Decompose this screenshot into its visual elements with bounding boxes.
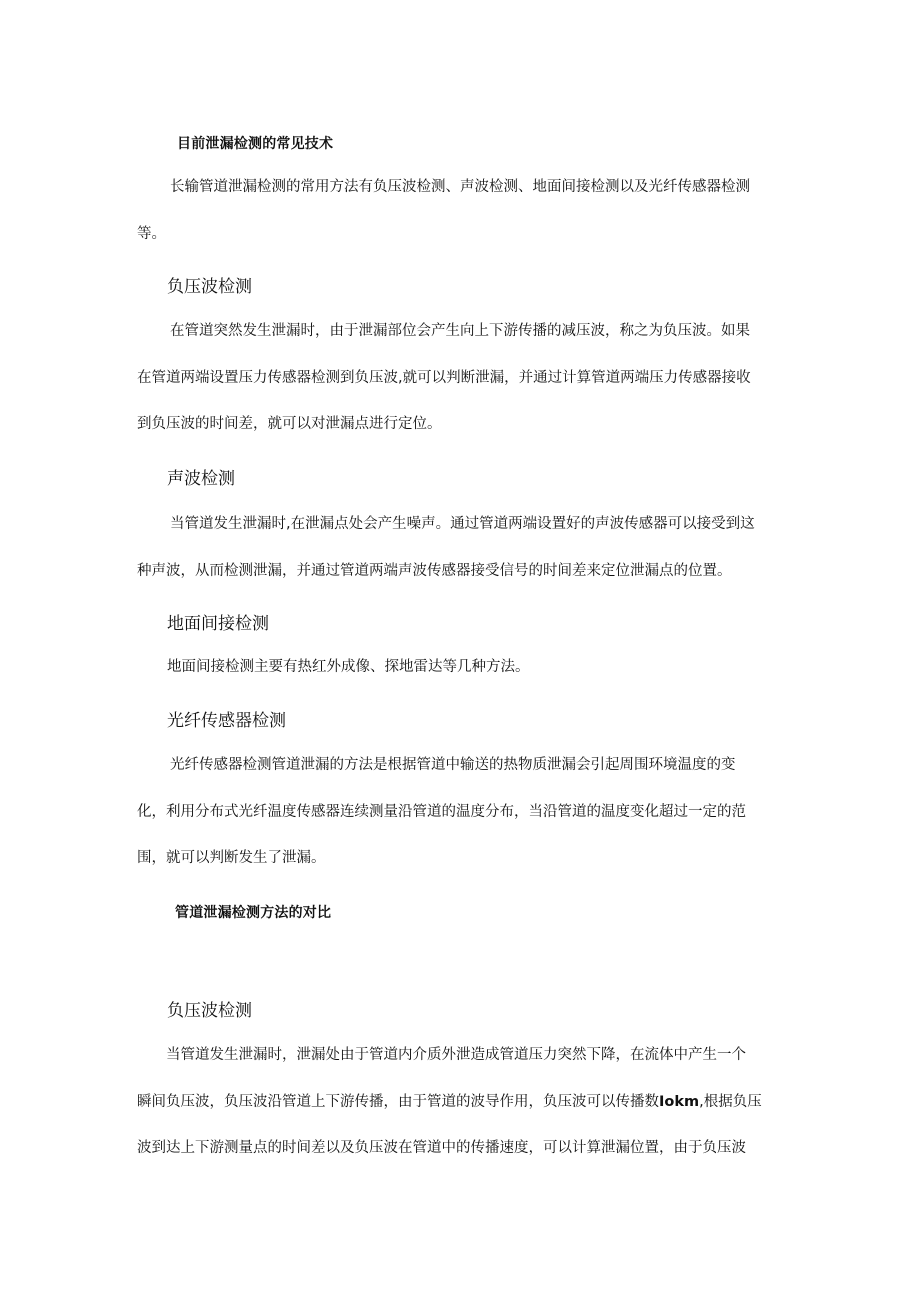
paragraph-negative-pressure-wave-2 (137, 1048, 762, 1156)
paragraph-negative-pressure-wave (137, 324, 751, 432)
paragraph-fiber-sensor (137, 758, 746, 866)
text-line (137, 1095, 762, 1110)
text-line: 当管道发生泄漏时，泄漏处由于管道内介质外泄造成管道压力突然下降，在流体中产生一个 (166, 1047, 746, 1063)
text-line: 在管道两端设置压力传感器检测到负压波,就可以判断泄漏，并通过计算管道两端压力传感器接收 (137, 369, 751, 386)
text-line: 化，利用分布式光纤温度传感器连续测量沿管道的温度分布，当沿管道的温度变化超过一定的范 (137, 803, 746, 820)
text-line: 围，就可以判断发生了泄漏。 (137, 850, 326, 866)
subsection-title-ground-indirect: 地面间接检测 (167, 614, 269, 634)
text-run: ,根据负压 (699, 1093, 762, 1110)
paragraph-intro (137, 180, 750, 241)
paragraph-ground-indirect (167, 660, 530, 675)
text-line: 当管道发生泄漏时,在泄漏点处会产生噪声。通过管道两端设置好的声波传感器可以接受到这 (170, 516, 755, 532)
subsection-title-acoustic-wave: 声波检测 (167, 469, 235, 489)
paragraph-acoustic-wave (137, 517, 755, 578)
section-title-method-comparison: 管道泄漏检测方法的对比 (175, 905, 332, 921)
subsection-title-fiber-sensor: 光纤传感器检测 (167, 711, 286, 731)
text-line: 等。 (137, 225, 166, 242)
subsection-title-negative-pressure-wave: 负压波检测 (167, 277, 252, 297)
subsection-title-negative-pressure-wave-2: 负压波检测 (167, 1001, 252, 1021)
text-line: 到负压波的时间差，就可以对泄漏点进行定位。 (137, 416, 442, 432)
text-line: 波到达上下游测量点的时间差以及负压波在管道中的传播速度，可以计算泄漏位置，由于负压波 (137, 1140, 746, 1156)
text-line: 在管道突然发生泄漏时，由于泄漏部位会产生向上下游传播的减压波，称之为负压波。如果 (170, 323, 750, 339)
text-line: 光纤传感器检测管道泄漏的方法是根据管道中输送的热物质泄漏会引起周围环境温度的变 (170, 757, 736, 773)
text-line: 地面间接检测主要有热红外成像、探地雷达等几种方法。 (167, 659, 530, 675)
distance-value: Iokm (659, 1093, 700, 1110)
text-line: 长输管道泄漏检测的常用方法有负压波检测、声波检测、地面间接检测以及光纤传感器检测 (170, 179, 750, 195)
text-line: 种声波，从而检测泄漏，并通过管道两端声波传感器接受信号的时间差来定位泄漏点的位置。 (137, 562, 732, 579)
text-run: 瞬间负压波，负压波沿管道上下游传播，由于管道的波导作用，负压波可以传播数 (137, 1093, 659, 1110)
section-title-common-techniques: 目前泄漏检测的常见技术 (177, 136, 334, 152)
